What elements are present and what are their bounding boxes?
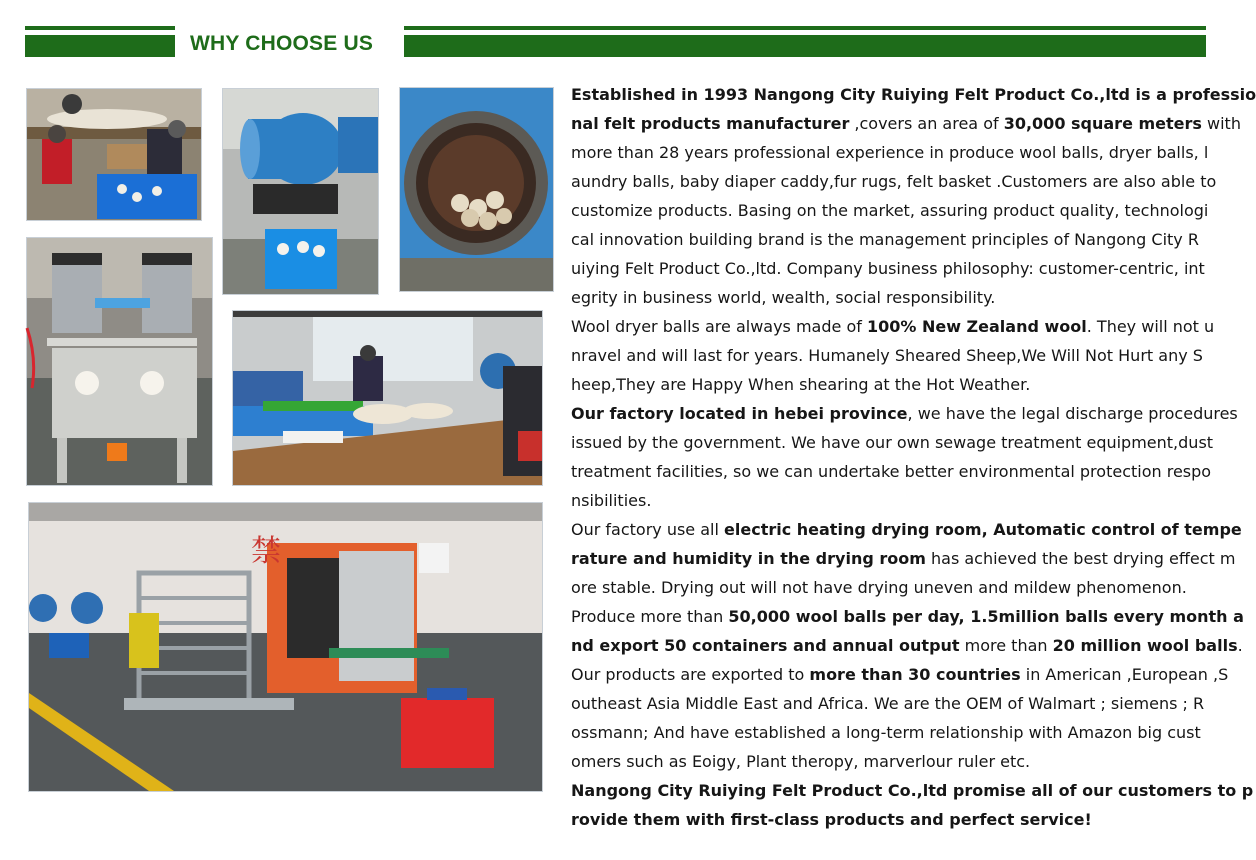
text-line <box>571 747 1211 776</box>
header-rule-thick <box>404 35 1206 57</box>
text-line <box>571 689 1211 718</box>
blue-felting-drum-machine-photo <box>222 88 379 295</box>
text-segment: cal innovation building brand is the management principles of Nangong City R <box>571 230 1199 249</box>
text-segment: Our factory use all <box>571 520 725 539</box>
bold-text-segment: 20 million wool balls <box>1052 636 1238 655</box>
company-description <box>571 80 1256 834</box>
drying-room-oven-photo <box>28 502 543 792</box>
text-line <box>571 486 1211 515</box>
text-segment: ore stable. Drying out will not have drying uneven and mildew phenomenon. <box>571 578 1187 597</box>
bold-text-segment: electric heating drying room, Automatic control of tempe <box>724 520 1242 539</box>
text-segment: issued by the government. We have our own sewage treatment equipment,dust <box>571 433 1214 452</box>
text-segment: Wool dryer balls are always made of <box>571 317 867 336</box>
text-line <box>571 109 1241 138</box>
section-heading: WHY CHOOSE US <box>190 32 374 55</box>
text-segment: omers such as Eoigy, Plant theropy, marverlour ruler etc. <box>571 752 1031 771</box>
text-line <box>571 718 1211 747</box>
text-line <box>571 283 1211 312</box>
text-segment: Produce more than <box>571 607 729 626</box>
text-segment: heep,They are Happy When shearing at the Hot Weather. <box>571 375 1031 394</box>
text-segment: nsibilities. <box>571 491 652 510</box>
forbidden-sign-text: 禁 <box>251 534 281 569</box>
text-line <box>571 80 1256 109</box>
text-line <box>571 573 1211 602</box>
text-segment: with <box>1201 114 1241 133</box>
text-line <box>571 428 1214 457</box>
text-segment: outheast Asia Middle East and Africa. We are the OEM of Walmart ; siemens ; R <box>571 694 1205 713</box>
bold-text-segment: Nangong City Ruiying Felt Product Co.,ltd promise all of our customers to p <box>571 781 1254 800</box>
bold-text-segment: Established in 1993 Nangong City Ruiying Felt Product Co.,ltd is a professio <box>571 85 1256 104</box>
text-line <box>571 399 1238 428</box>
text-segment: aundry balls, baby diaper caddy,fur rugs, felt basket .Customers are also able to <box>571 172 1217 191</box>
text-line <box>571 805 1211 834</box>
text-line <box>571 312 1215 341</box>
text-line <box>571 196 1211 225</box>
text-segment: more than <box>959 636 1053 655</box>
text-segment: customize products. Basing on the market, assuring product quality, technologi <box>571 201 1209 220</box>
bold-text-segment: nal felt products manufacturer <box>571 114 850 133</box>
bold-text-segment: rature and humidity in the drying room <box>571 549 926 568</box>
text-line <box>571 167 1217 196</box>
text-line <box>571 370 1211 399</box>
text-segment: ,covers an area of <box>849 114 1004 133</box>
bold-text-segment: 100% New Zealand wool <box>866 317 1087 336</box>
text-segment: , we have the legal discharge procedures <box>907 404 1238 423</box>
text-segment: Our products are exported to <box>571 665 810 684</box>
text-line <box>571 138 1211 167</box>
text-segment: in American ,European ,S <box>1020 665 1229 684</box>
text-line <box>571 602 1244 631</box>
bold-text-segment: nd export 50 containers and annual output <box>571 636 960 655</box>
header-bar-left <box>25 26 175 57</box>
factory-workbench-photo <box>232 310 543 486</box>
bold-text-segment: 50,000 wool balls per day, 1.5million balls every month a <box>728 607 1244 626</box>
text-line <box>571 515 1242 544</box>
header-bar-right <box>404 26 1206 57</box>
bold-text-segment: more than 30 countries <box>809 665 1021 684</box>
text-line <box>571 660 1229 689</box>
text-segment: has achieved the best drying effect m <box>925 549 1236 568</box>
text-segment: uiying Felt Product Co.,ltd. Company business philosophy: customer-centric, int <box>571 259 1205 278</box>
bold-text-segment: rovide them with first-class products and perfect service! <box>571 810 1092 829</box>
text-segment: . They will not u <box>1086 317 1215 336</box>
text-segment: more than 28 years professional experience in produce wool balls, dryer balls, l <box>571 143 1209 162</box>
text-line <box>571 341 1211 370</box>
text-segment: treatment facilities, so we can undertake better environmental protection respo <box>571 462 1212 481</box>
twin-press-machine-photo <box>26 237 213 486</box>
text-line <box>571 254 1211 283</box>
text-segment: . <box>1237 636 1243 655</box>
header-rule-thick <box>25 35 175 57</box>
text-line <box>571 544 1236 573</box>
text-line <box>571 776 1254 805</box>
text-line <box>571 457 1211 486</box>
header-rule-thin <box>25 26 175 30</box>
workers-sorting-wool-balls-photo <box>26 88 202 221</box>
header-rule-thin <box>404 26 1206 30</box>
text-segment: ossmann; And have established a long-term relationship with Amazon big cust <box>571 723 1201 742</box>
drum-interior-wool-balls-photo <box>399 87 554 292</box>
text-line <box>571 631 1243 660</box>
text-segment: nravel and will last for years. Humanely Sheared Sheep,We Will Not Hurt any S <box>571 346 1203 365</box>
text-line <box>571 225 1211 254</box>
text-segment: egrity in business world, wealth, social responsibility. <box>571 288 996 307</box>
bold-text-segment: Our factory located in hebei province <box>571 404 908 423</box>
bold-text-segment: 30,000 square meters <box>1003 114 1202 133</box>
